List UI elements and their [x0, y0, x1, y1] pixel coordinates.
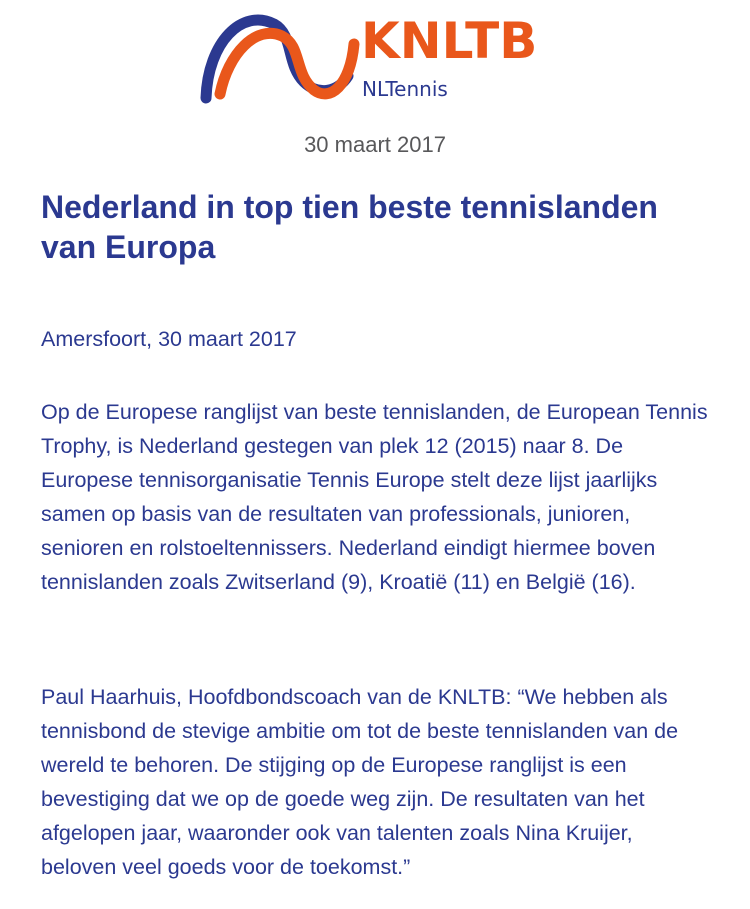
brand-name: KNLTB: [361, 12, 538, 70]
brand-subtitle: NLTennis: [362, 77, 448, 101]
article-paragraph-quote: Paul Haarhuis, Hoofdbondscoach van de KNLTB: “We hebben als tennisbond de stevige ambitie om tot de beste tennislanden van de wereld te behoren. De stijging op de Europese ranglijst is een bevestiging dat we op de goede weg zijn. De resultaten van het afgelopen jaar, waaronder ook van talenten zoals Nina Kruijer, beloven veel goeds voor de toekomst.”: [41, 685, 679, 879]
publish-date: 30 maart 2017: [304, 132, 446, 157]
knltb-logo: [198, 2, 558, 106]
article-dateline: Amersfoort, 30 maart 2017: [41, 327, 297, 351]
article-paragraph: Op de Europese ranglijst van beste tennislanden, de European Tennis Trophy, is Nederland gestegen van plek 12 (2015) naar 8. De Europese tennisorganisatie Tennis Europe stelt deze lijst jaarlijks samen op basis van de resultaten van professionals, junioren, senioren en rolstoeltennissers. Nederland eindigt hiermee boven tennislanden zoals Zwitserland (9), Kroatië (11) en België (16).: [41, 400, 708, 594]
tennis-ball-swoosh-icon: [198, 2, 360, 106]
article-title: Nederland in top tien beste tennislanden van Europa: [41, 189, 658, 265]
